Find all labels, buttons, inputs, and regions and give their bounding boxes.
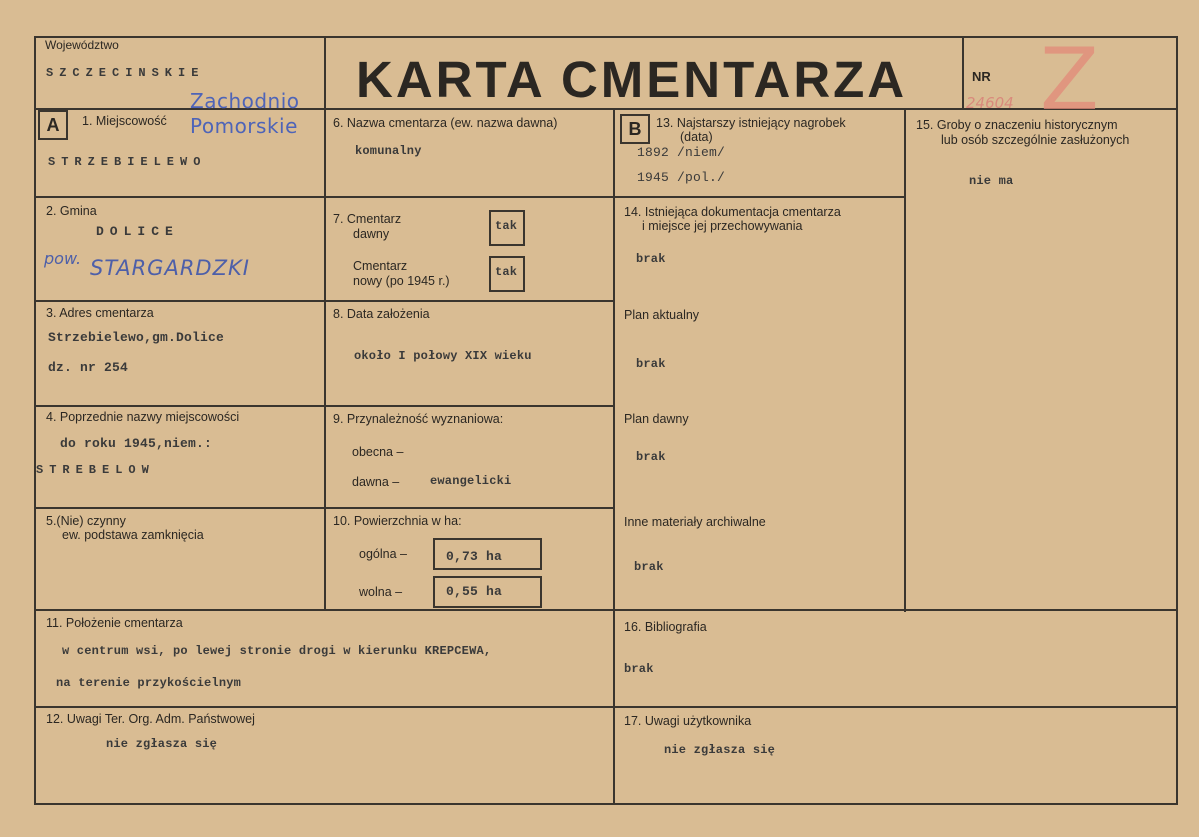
field-10-free-value: 0,55 ha xyxy=(446,584,503,599)
field-17-value: nie zgłasza się xyxy=(664,743,776,757)
field-11-label: 11. Położenie cmentarza xyxy=(46,616,183,630)
field-14-label-1: 14. Istniejąca dokumentacja cmentarza xyxy=(624,205,841,219)
field-12-value: nie zgłasza się xyxy=(106,737,218,751)
field-8-label: 8. Data założenia xyxy=(333,307,430,321)
plan-current-value: brak xyxy=(636,357,666,371)
plan-old-label: Plan dawny xyxy=(624,412,689,426)
field-1-label: 1. Miejscowość xyxy=(82,114,167,128)
field-1-value: STRZEBIELEWO xyxy=(48,155,207,169)
stamp-line-2: Pomorskie xyxy=(190,114,298,138)
section-a-box: A xyxy=(38,110,68,140)
field-4-line-2: STREBELOW xyxy=(36,463,155,477)
frame-left xyxy=(34,36,36,805)
field-11-line-1: w centrum wsi, po lewej stronie drogi w kierunku KREPCEWA, xyxy=(62,644,492,658)
field-16-label: 16. Bibliografia xyxy=(624,620,707,634)
field-9-former-label: dawna – xyxy=(352,475,400,489)
field-10-total-value: 0,73 ha xyxy=(446,549,503,564)
field-11-line-2: na terenie przykościelnym xyxy=(56,676,242,690)
field-7-old-value: tak xyxy=(495,219,518,233)
page-title: KARTA CMENTARZA xyxy=(356,51,908,108)
red-z-mark: Z xyxy=(1040,30,1099,130)
field-8-value: około I połowy XIX wieku xyxy=(354,349,532,363)
plan-old-value: brak xyxy=(636,450,666,464)
voivodeship-label: Województwo xyxy=(45,38,119,52)
field-14-label-2: i miejsce jej przechowywania xyxy=(642,219,803,233)
nr-value: 24604 xyxy=(966,94,1014,112)
field-2-hand-prefix: pow. xyxy=(44,249,82,268)
row-line-1 xyxy=(35,196,615,198)
field-2-value: DOLICE xyxy=(96,224,179,239)
field-2-hand-value: STARGARDZKI xyxy=(90,256,250,280)
field-15-label-2: lub osób szczególnie zasłużonych xyxy=(941,133,1130,147)
row-line-3 xyxy=(35,405,615,407)
plan-current-label: Plan aktualny xyxy=(624,308,700,322)
row-line-4 xyxy=(35,507,615,509)
field-5-label: 5.(Nie) czynny xyxy=(46,514,126,528)
field-6-label: 6. Nazwa cmentarza (ew. nazwa dawna) xyxy=(333,116,558,130)
field-13-line-2: 1945 /pol./ xyxy=(637,170,726,185)
frame-bottom xyxy=(35,803,1178,805)
field-10-free-label: wolna – xyxy=(359,585,403,599)
field-7-label-old-1: 7. Cmentarz xyxy=(333,212,402,226)
field-15-value: nie ma xyxy=(969,174,1014,188)
field-4-label: 4. Poprzednie nazwy miejscowości xyxy=(46,410,240,424)
field-7-new-value: tak xyxy=(495,265,518,279)
row-line-5 xyxy=(35,609,1178,611)
field-9-current-label: obecna – xyxy=(352,445,404,459)
row-line-b xyxy=(613,196,906,198)
field-7-label-new-1: Cmentarz xyxy=(353,259,408,273)
column-line-1 xyxy=(324,108,326,610)
field-12-label: 12. Uwagi Ter. Org. Adm. Państwowej xyxy=(46,712,255,726)
section-b-box: B xyxy=(620,114,650,144)
other-materials-value: brak xyxy=(634,560,664,574)
field-13-line-1: 1892 /niem/ xyxy=(637,145,726,160)
frame-right xyxy=(1176,36,1178,805)
field-3-label: 3. Adres cmentarza xyxy=(46,306,154,320)
field-16-value: brak xyxy=(624,662,654,676)
field-7-label-old-2: dawny xyxy=(353,227,390,241)
frame-top xyxy=(35,36,1178,38)
field-17-label: 17. Uwagi użytkownika xyxy=(624,714,752,728)
field-13-label-2: (data) xyxy=(680,130,713,144)
field-15-label-1: 15. Groby o znaczeniu historycznym xyxy=(916,118,1118,132)
field-3-line-1: Strzebielewo,gm.Dolice xyxy=(48,330,225,345)
column-line-3 xyxy=(904,108,906,612)
field-4-line-1: do roku 1945,niem.: xyxy=(60,436,213,451)
other-materials-label: Inne materiały archiwalne xyxy=(624,515,766,529)
stamp-line-1: Zachodnio xyxy=(190,89,300,113)
field-10-total-label: ogólna – xyxy=(359,547,407,561)
field-10-label: 10. Powierzchnia w ha: xyxy=(333,514,462,528)
column-line-2 xyxy=(613,108,615,805)
field-9-former-value: ewangelicki xyxy=(430,474,512,488)
field-6-value: komunalny xyxy=(355,144,422,158)
field-13-label-1: 13. Najstarszy istniejący nagrobek xyxy=(656,116,846,130)
header-divider-left xyxy=(324,36,326,110)
nr-label: NR xyxy=(972,69,991,84)
field-2-label: 2. Gmina xyxy=(46,204,97,218)
row-line-6 xyxy=(35,706,1178,708)
field-5-sub: ew. podstawa zamknięcia xyxy=(62,528,204,542)
field-14-value: brak xyxy=(636,252,666,266)
field-9-label: 9. Przynależność wyznaniowa: xyxy=(333,412,504,426)
field-7-label-new-2: nowy (po 1945 r.) xyxy=(353,274,450,288)
voivodeship-value: SZCZECINSKIE xyxy=(46,66,205,80)
row-line-2 xyxy=(35,300,615,302)
field-3-line-2: dz. nr 254 xyxy=(48,360,129,375)
header-divider-right xyxy=(962,36,964,110)
